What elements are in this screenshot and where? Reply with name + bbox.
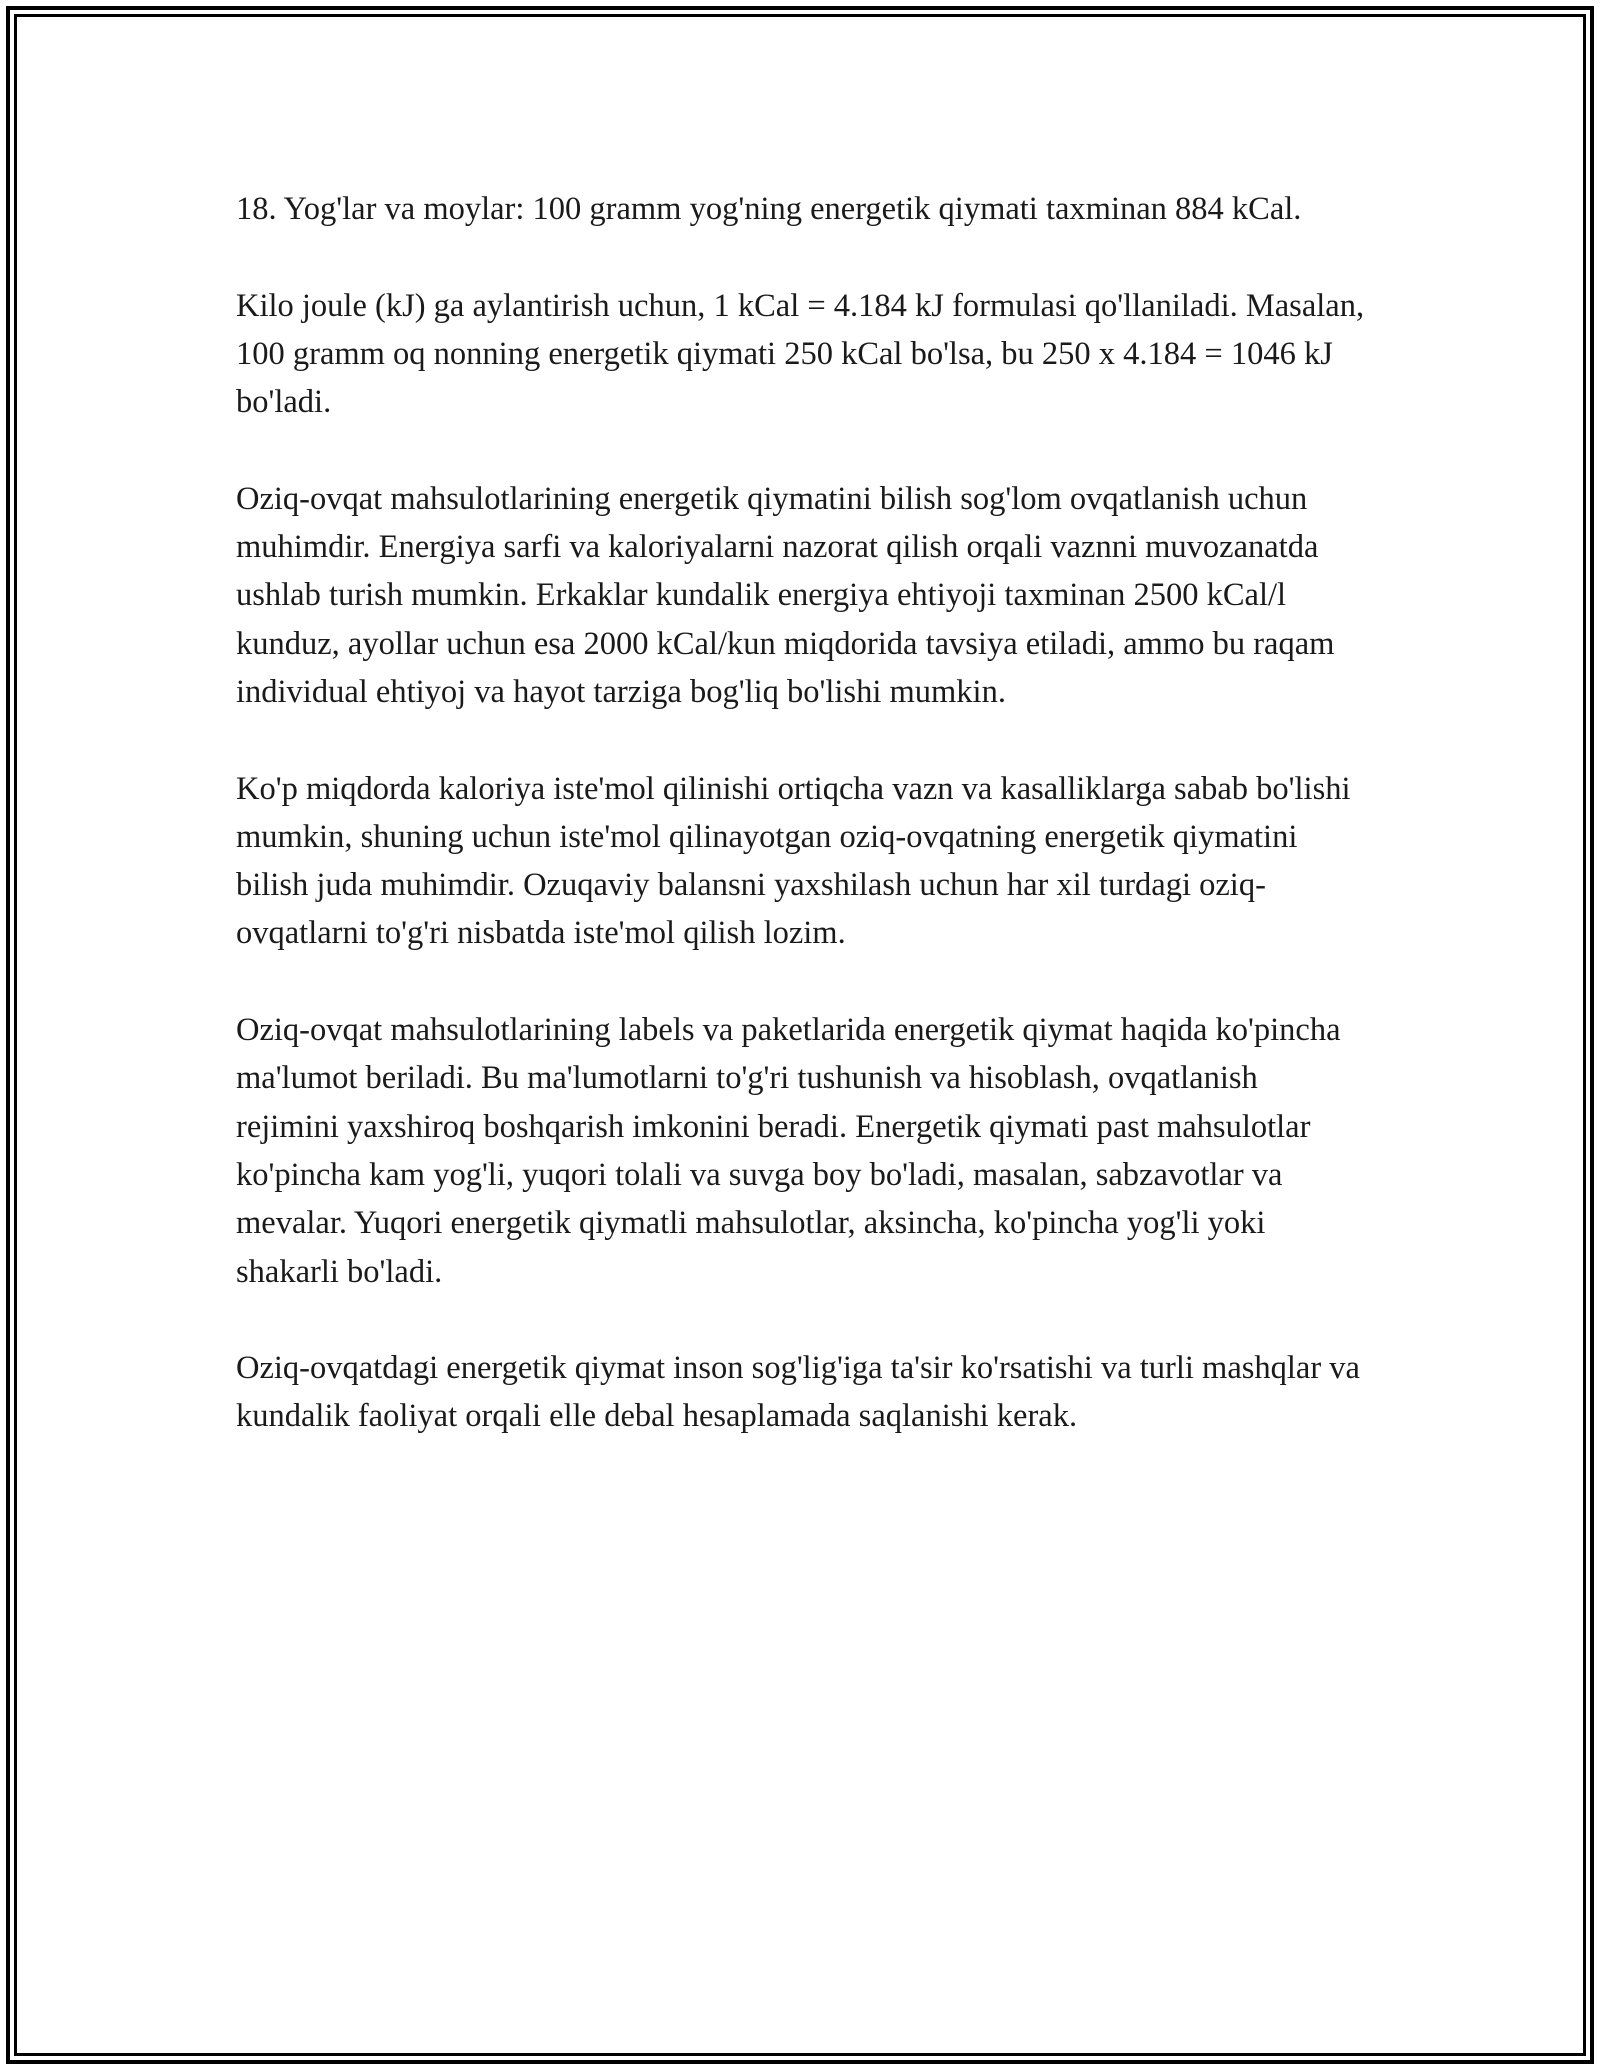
paragraph-kj-conversion: Kilo joule (kJ) ga aylantirish uchun, 1 kCal = 4.184 kJ formulasi qo'llaniladi. Masalan, 100 gramm oq nonning energetik qiymati 250 kCal bo'lsa, bu 250 x 4.184 = 1046 kJ bo'ladi.	[236, 287, 1365, 421]
paragraph-food-labels: Oziq-ovqat mahsulotlarining labels va paketlarida energetik qiymat haqida ko'pincha ma'lumot beriladi. Bu ma'lumotlarni to'g'ri tushunish va hisoblash, ovqatlanish rejimini yaxshiroq boshqarish imkonini beradi. Energetik qiymati past mahsulotlar ko'pincha kam yog'li, yuqori tolali va suvga boy bo'ladi, masalan, sabzavotlar va mevalar. Yuqori energetik qiymatli mahsulotlar, aksincha, ko'pincha yog'li yoki shakarli bo'ladi.	[236, 1012, 1341, 1290]
paragraph-excess-calories: Ko'p miqdorda kaloriya iste'mol qilinishi ortiqcha vazn va kasalliklarga sabab bo'lishi mumkin, shuning uchun iste'mol qilinayotgan oziq-ovqatning energetik qiymatini bilish juda muhimdir. Ozuqaviy balansni yaxshilash uchun har xil turdagi oziq-ovqatlarni to'g'ri nisbatda iste'mol qilish lozim.	[236, 770, 1351, 952]
paragraph-fats-oils: 18. Yog'lar va moylar: 100 gramm yog'ning energetik qiymati taxminan 884 kCal.	[236, 191, 1302, 227]
paragraph-conclusion: Oziq-ovqatdagi energetik qiymat inson sog'lig'iga ta'sir ko'rsatishi va turli mashqlar va kundalik faoliyat orqali elle debal hesaplamada saqlanishi kerak.	[236, 1350, 1360, 1435]
document-body	[236, 185, 1366, 1489]
paragraph-healthy-eating: Oziq-ovqat mahsulotlarining energetik qiymatini bilish sog'lom ovqatlanish uchun muhimdir. Energiya sarfi va kaloriyalarni nazorat qilish orqali vaznni muvozanatda ushlab turish mumkin. Erkaklar kundalik energiya ehtiyoji taxminan 2500 kCal/l kunduz, ayollar uchun esa 2000 kCal/kun miqdorida tavsiya etiladi, ammo bu raqam individual ehtiyoj va hayot tarziga bog'liq bo'lishi mumkin.	[236, 480, 1335, 710]
